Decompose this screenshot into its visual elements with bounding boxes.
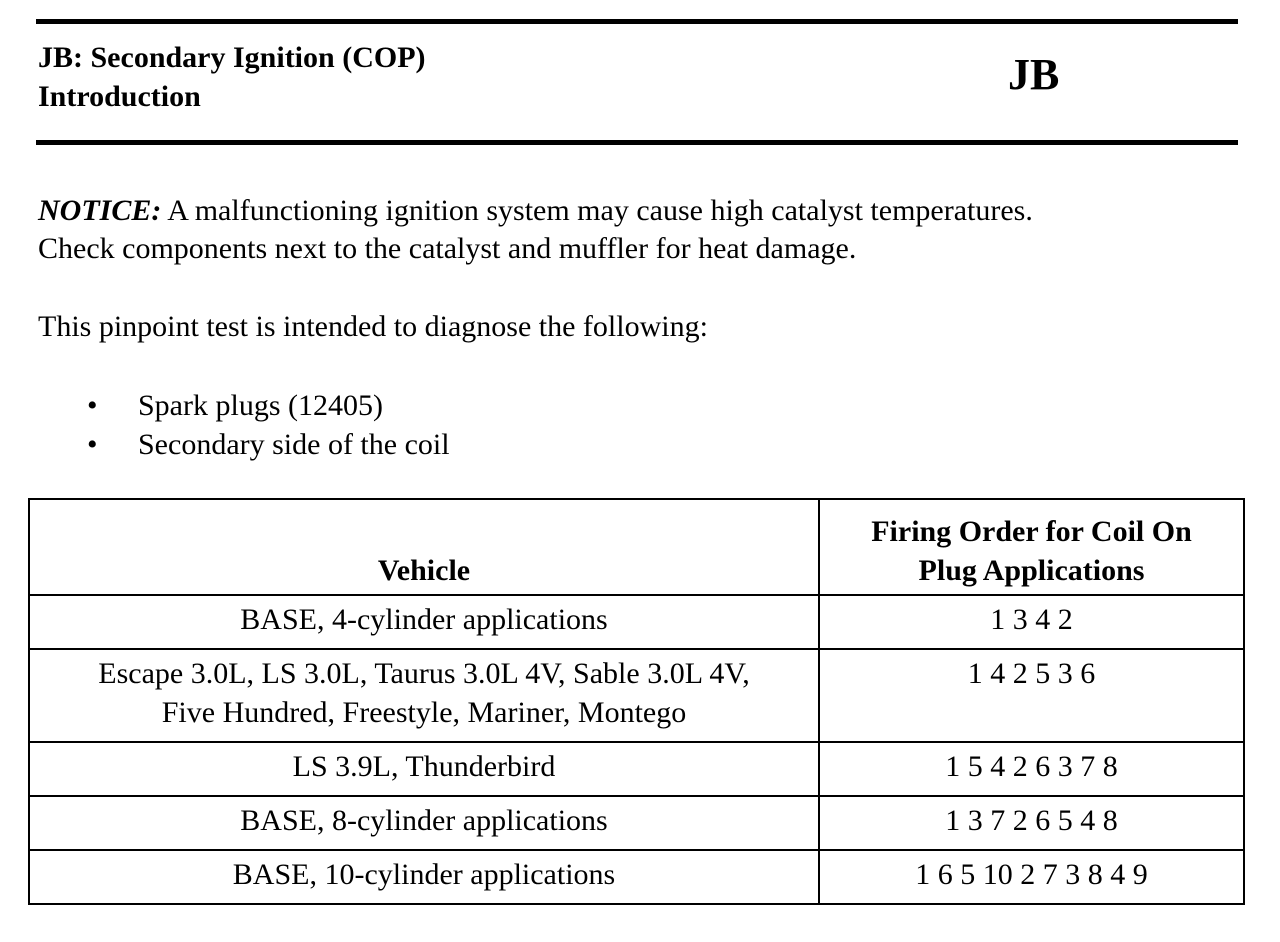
header-firing-line-1: Firing Order for Coil On: [871, 515, 1192, 548]
table-row: [29, 850, 1244, 904]
table-row: [29, 595, 1244, 649]
bullet-icon: •: [87, 389, 98, 422]
intro-text: This pinpoint test is intended to diagnose the following:: [38, 310, 708, 343]
vehicle-text-line-2: Five Hundred, Freestyle, Mariner, Montego: [161, 696, 687, 729]
diagnose-list: [0, 386, 450, 464]
table-header-row: [29, 499, 1244, 595]
vehicle-cell: [29, 649, 819, 742]
firing-order-cell: 1 6 5 10 2 7 3 8 4 9: [819, 850, 1244, 904]
vehicle-cell: [29, 850, 819, 904]
notice-line-1: [38, 192, 1033, 230]
header-firing-line-2: Plug Applications: [918, 554, 1145, 587]
firing-order-cell: 1 3 7 2 6 5 4 8: [819, 796, 1244, 850]
list-item-text: Spark plugs (12405): [138, 389, 383, 422]
vehicle-text: BASE, 8-cylinder applications: [240, 804, 608, 837]
vehicle-text: BASE, 10-cylinder applications: [232, 858, 616, 891]
header-top-rule: [36, 19, 1238, 24]
table-row: [29, 649, 1244, 742]
notice-label: NOTICE:: [38, 194, 162, 227]
firing-order-cell: 1 4 2 5 3 6: [819, 649, 1244, 742]
table-row: [29, 796, 1244, 850]
page-title: [38, 38, 426, 116]
vehicle-text: BASE, 4-cylinder applications: [240, 603, 608, 636]
notice-text-1: A malfunctioning ignition system may cause high catalyst temperatures.: [167, 194, 1033, 227]
notice-block: [38, 192, 1033, 268]
list-item: [0, 386, 450, 425]
firing-order-cell: 1 5 4 2 6 3 7 8: [819, 742, 1244, 796]
vehicle-text: LS 3.9L, Thunderbird: [292, 750, 556, 783]
vehicle-cell: [29, 595, 819, 649]
header-vehicle: [29, 499, 819, 595]
firing-order-table: [28, 498, 1245, 905]
vehicle-text: Escape 3.0L, LS 3.0L, Taurus 3.0L 4V, Sable 3.0L 4V,: [98, 657, 750, 690]
bullet-icon: •: [87, 428, 98, 461]
header-bottom-rule: [36, 140, 1238, 145]
vehicle-cell: [29, 742, 819, 796]
vehicle-cell: [29, 796, 819, 850]
header-vehicle-label: Vehicle: [377, 554, 471, 587]
list-item-text: Secondary side of the coil: [138, 428, 450, 461]
page-title-line-1: JB: Secondary Ignition (COP): [38, 41, 426, 74]
notice-text-2: Check components next to the catalyst and muffler for heat damage.: [38, 232, 857, 265]
list-item: [0, 425, 450, 464]
table-row: [29, 742, 1244, 796]
header-firing-order: [819, 499, 1244, 595]
firing-order-cell: 1 3 4 2: [819, 595, 1244, 649]
page-title-line-2: Introduction: [38, 80, 201, 113]
section-code: JB: [1008, 50, 1060, 99]
